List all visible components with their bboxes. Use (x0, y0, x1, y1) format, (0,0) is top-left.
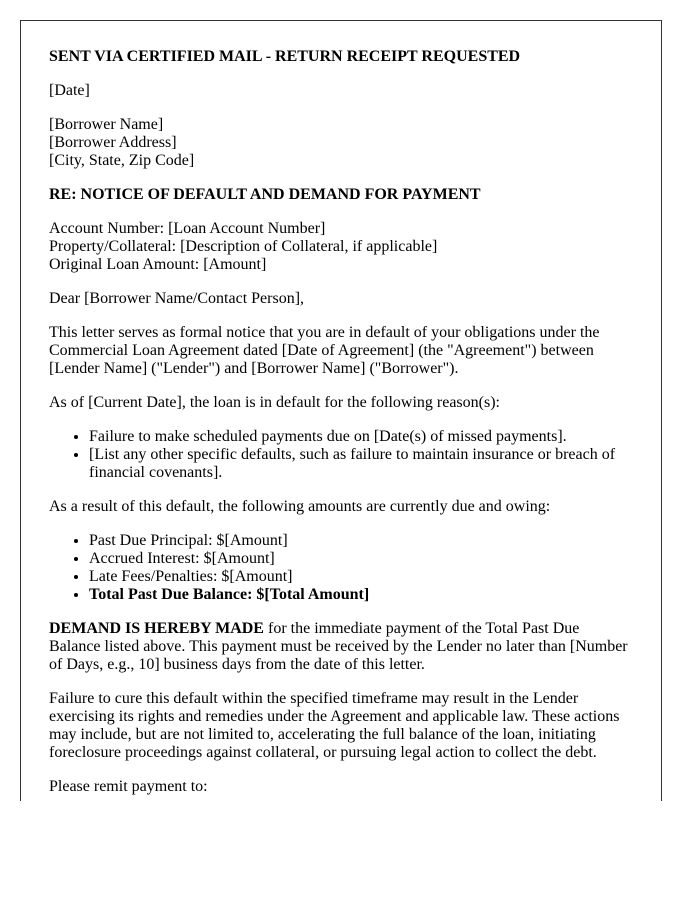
letter-date: [Date] (49, 82, 90, 99)
remit-intro: Please remit payment to: (49, 778, 208, 795)
recipient-address: [Borrower Address] (49, 134, 177, 151)
amounts-due-list (49, 532, 633, 604)
amount-item-principal: • Past Due Principal: $[Amount] (89, 532, 633, 550)
original-loan-amount: Original Loan Amount: [Amount] (49, 256, 267, 273)
recipient-city-state-zip: [City, State, Zip Code] (49, 152, 195, 169)
amounts-intro: As a result of this default, the following amounts are currently due and owing: (49, 498, 551, 515)
letter-container (20, 20, 662, 801)
account-info-block (49, 220, 633, 274)
default-reason-item: • [List any other specific defaults, such as failure to maintain insurance or breach of financial covenants]. (89, 446, 633, 482)
salutation: Dear [Borrower Name/Contact Person], (49, 290, 305, 307)
demand-paragraph (49, 620, 633, 674)
subject-line: RE: NOTICE OF DEFAULT AND DEMAND FOR PAYMENT (49, 186, 481, 203)
demand-bold-text: DEMAND IS HEREBY MADE (49, 620, 264, 637)
recipient-name: [Borrower Name] (49, 116, 164, 133)
default-reasons-list (49, 428, 633, 482)
letter-body (49, 21, 633, 796)
consequences-paragraph: Failure to cure this default within the specified timeframe may result in the Lender exercising its rights and remedies under the Agreement and applicable law. These actions may include, but are not limited to, accelerating the full balance of the loan, initiating foreclosure proceedings against collateral, or pursuing legal action to collect the debt. (49, 690, 620, 761)
amount-item-total: • Total Past Due Balance: $[Total Amount] (89, 586, 633, 604)
amount-item-interest: • Accrued Interest: $[Amount] (89, 550, 633, 568)
default-reason-item: • Failure to make scheduled payments due on [Date(s) of missed payments]. (89, 428, 633, 446)
intro-paragraph: This letter serves as formal notice that you are in default of your obligations under the Commercial Loan Agreement dated [Date of Agreement] (the "Agreement") between [Lender Name] ("Lender") and [Borrower Name] ("Borrower"). (49, 324, 600, 377)
amount-item-fees: • Late Fees/Penalties: $[Amount] (89, 568, 633, 586)
demand-text: for the immediate payment of the Total Past Due Balance listed above. This payment must be received by the Lender no later than [Number of Days, e.g., 10] business days from the date of this letter. (49, 620, 628, 673)
recipient-block (49, 116, 633, 170)
account-number: Account Number: [Loan Account Number] (49, 220, 326, 237)
collateral-description: Property/Collateral: [Description of Collateral, if applicable] (49, 238, 438, 255)
default-reasons-intro: As of [Current Date], the loan is in default for the following reason(s): (49, 394, 500, 411)
certified-mail-header: SENT VIA CERTIFIED MAIL - RETURN RECEIPT REQUESTED (49, 48, 521, 65)
